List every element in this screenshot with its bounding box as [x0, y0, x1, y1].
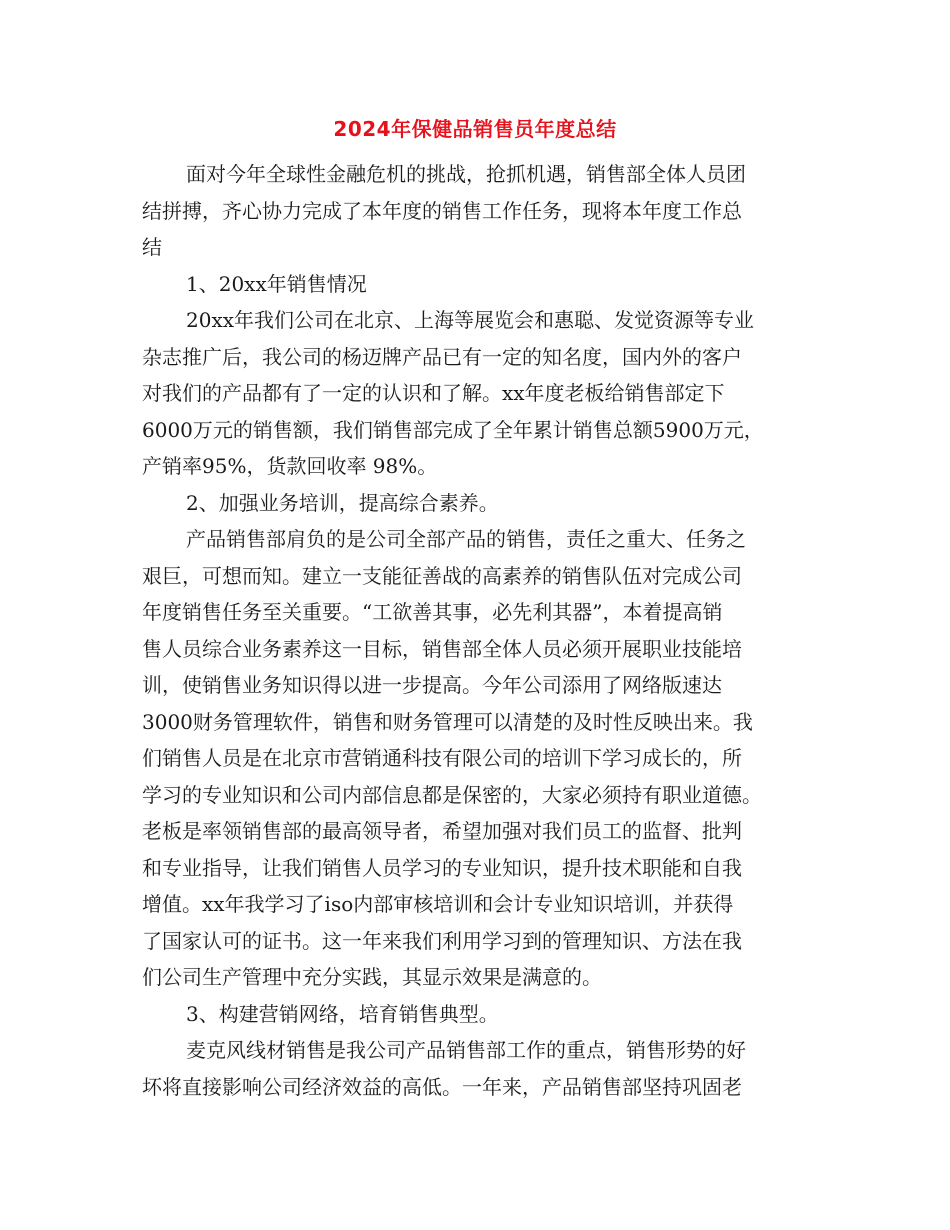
- text-line: 麦克风线材销售是我公司产品销售部工作的重点，销售形势的好: [186, 1038, 746, 1062]
- text-line: 面对今年全球性金融危机的挑战，抢抓机遇，销售部全体人员团: [186, 162, 746, 186]
- text-line: 们公司生产管理中充分实践，其显示效果是满意的。: [142, 965, 602, 989]
- text-line: 学习的专业知识和公司内部信息都是保密的，大家必须持有职业道德。: [142, 782, 762, 807]
- text-line: 1、20xx年销售情况: [186, 271, 367, 296]
- text-line: 售人员综合业务素养这一目标，销售部全体人员必须开展职业技能培: [142, 636, 742, 661]
- text-line: 和专业指导，让我们销售人员学习的专业知识，提升技术职能和自我: [142, 855, 742, 880]
- text-line: 结: [142, 235, 162, 259]
- document-body: [142, 156, 810, 1105]
- text-line: 训，使销售业务知识得以进一步提高。今年公司添用了网络版速达: [142, 673, 722, 697]
- text-line: 坏将直接影响公司经济效益的高低。一年来，产品销售部坚持巩固老: [142, 1074, 742, 1099]
- text-line: 增值。xx年我学习了iso内部审核培训和会计专业知识培训，并获得: [142, 892, 734, 916]
- text-line: 20xx年我们公司在北京、上海等展览会和惠聪、发觉资源等专业: [186, 308, 755, 332]
- text-line: 艰巨，可想而知。建立一支能征善战的高素养的销售队伍对完成公司: [142, 563, 742, 588]
- text-line: 了国家认可的证书。这一年来我们利用学习到的管理知识、方法在我: [142, 928, 742, 953]
- text-line: 2、加强业务培训，提高综合素养。: [186, 490, 499, 515]
- text-line: 产销率95%，货款回收率 98%。: [142, 454, 438, 478]
- text-line: 3、构建营销网络，培育销售典型。: [186, 1001, 499, 1026]
- text-line: 杂志推广后，我公司的杨迈牌产品已有一定的知名度，国内外的客户: [142, 344, 742, 369]
- text-line: 老板是率领销售部的最高领导者，希望加强对我们员工的监督、批判: [142, 819, 742, 843]
- text-line: 们销售人员是在北京市营销通科技有限公司的培训下学习成长的，所: [142, 746, 742, 770]
- text-line: 产品销售部肩负的是公司全部产品的销售，责任之重大、任务之: [186, 527, 746, 551]
- text-line: 结拼搏，齐心协力完成了本年度的销售工作任务，现将本年度工作总: [142, 198, 742, 223]
- text-line: 6000万元的销售额，我们销售部完成了全年累计销售总额5900万元，: [142, 417, 764, 442]
- document-title: 2024年保健品销售员年度总结: [333, 117, 617, 141]
- text-line: 年度销售任务至关重要。“工欲善其事，必先利其器”，本着提高销: [142, 600, 723, 624]
- text-line: 对我们的产品都有了一定的认识和了解。xx年度老板给销售部定下: [142, 381, 725, 405]
- text-line: 3000财务管理软件，销售和财务管理可以清楚的及时性反映出来。我: [142, 709, 753, 734]
